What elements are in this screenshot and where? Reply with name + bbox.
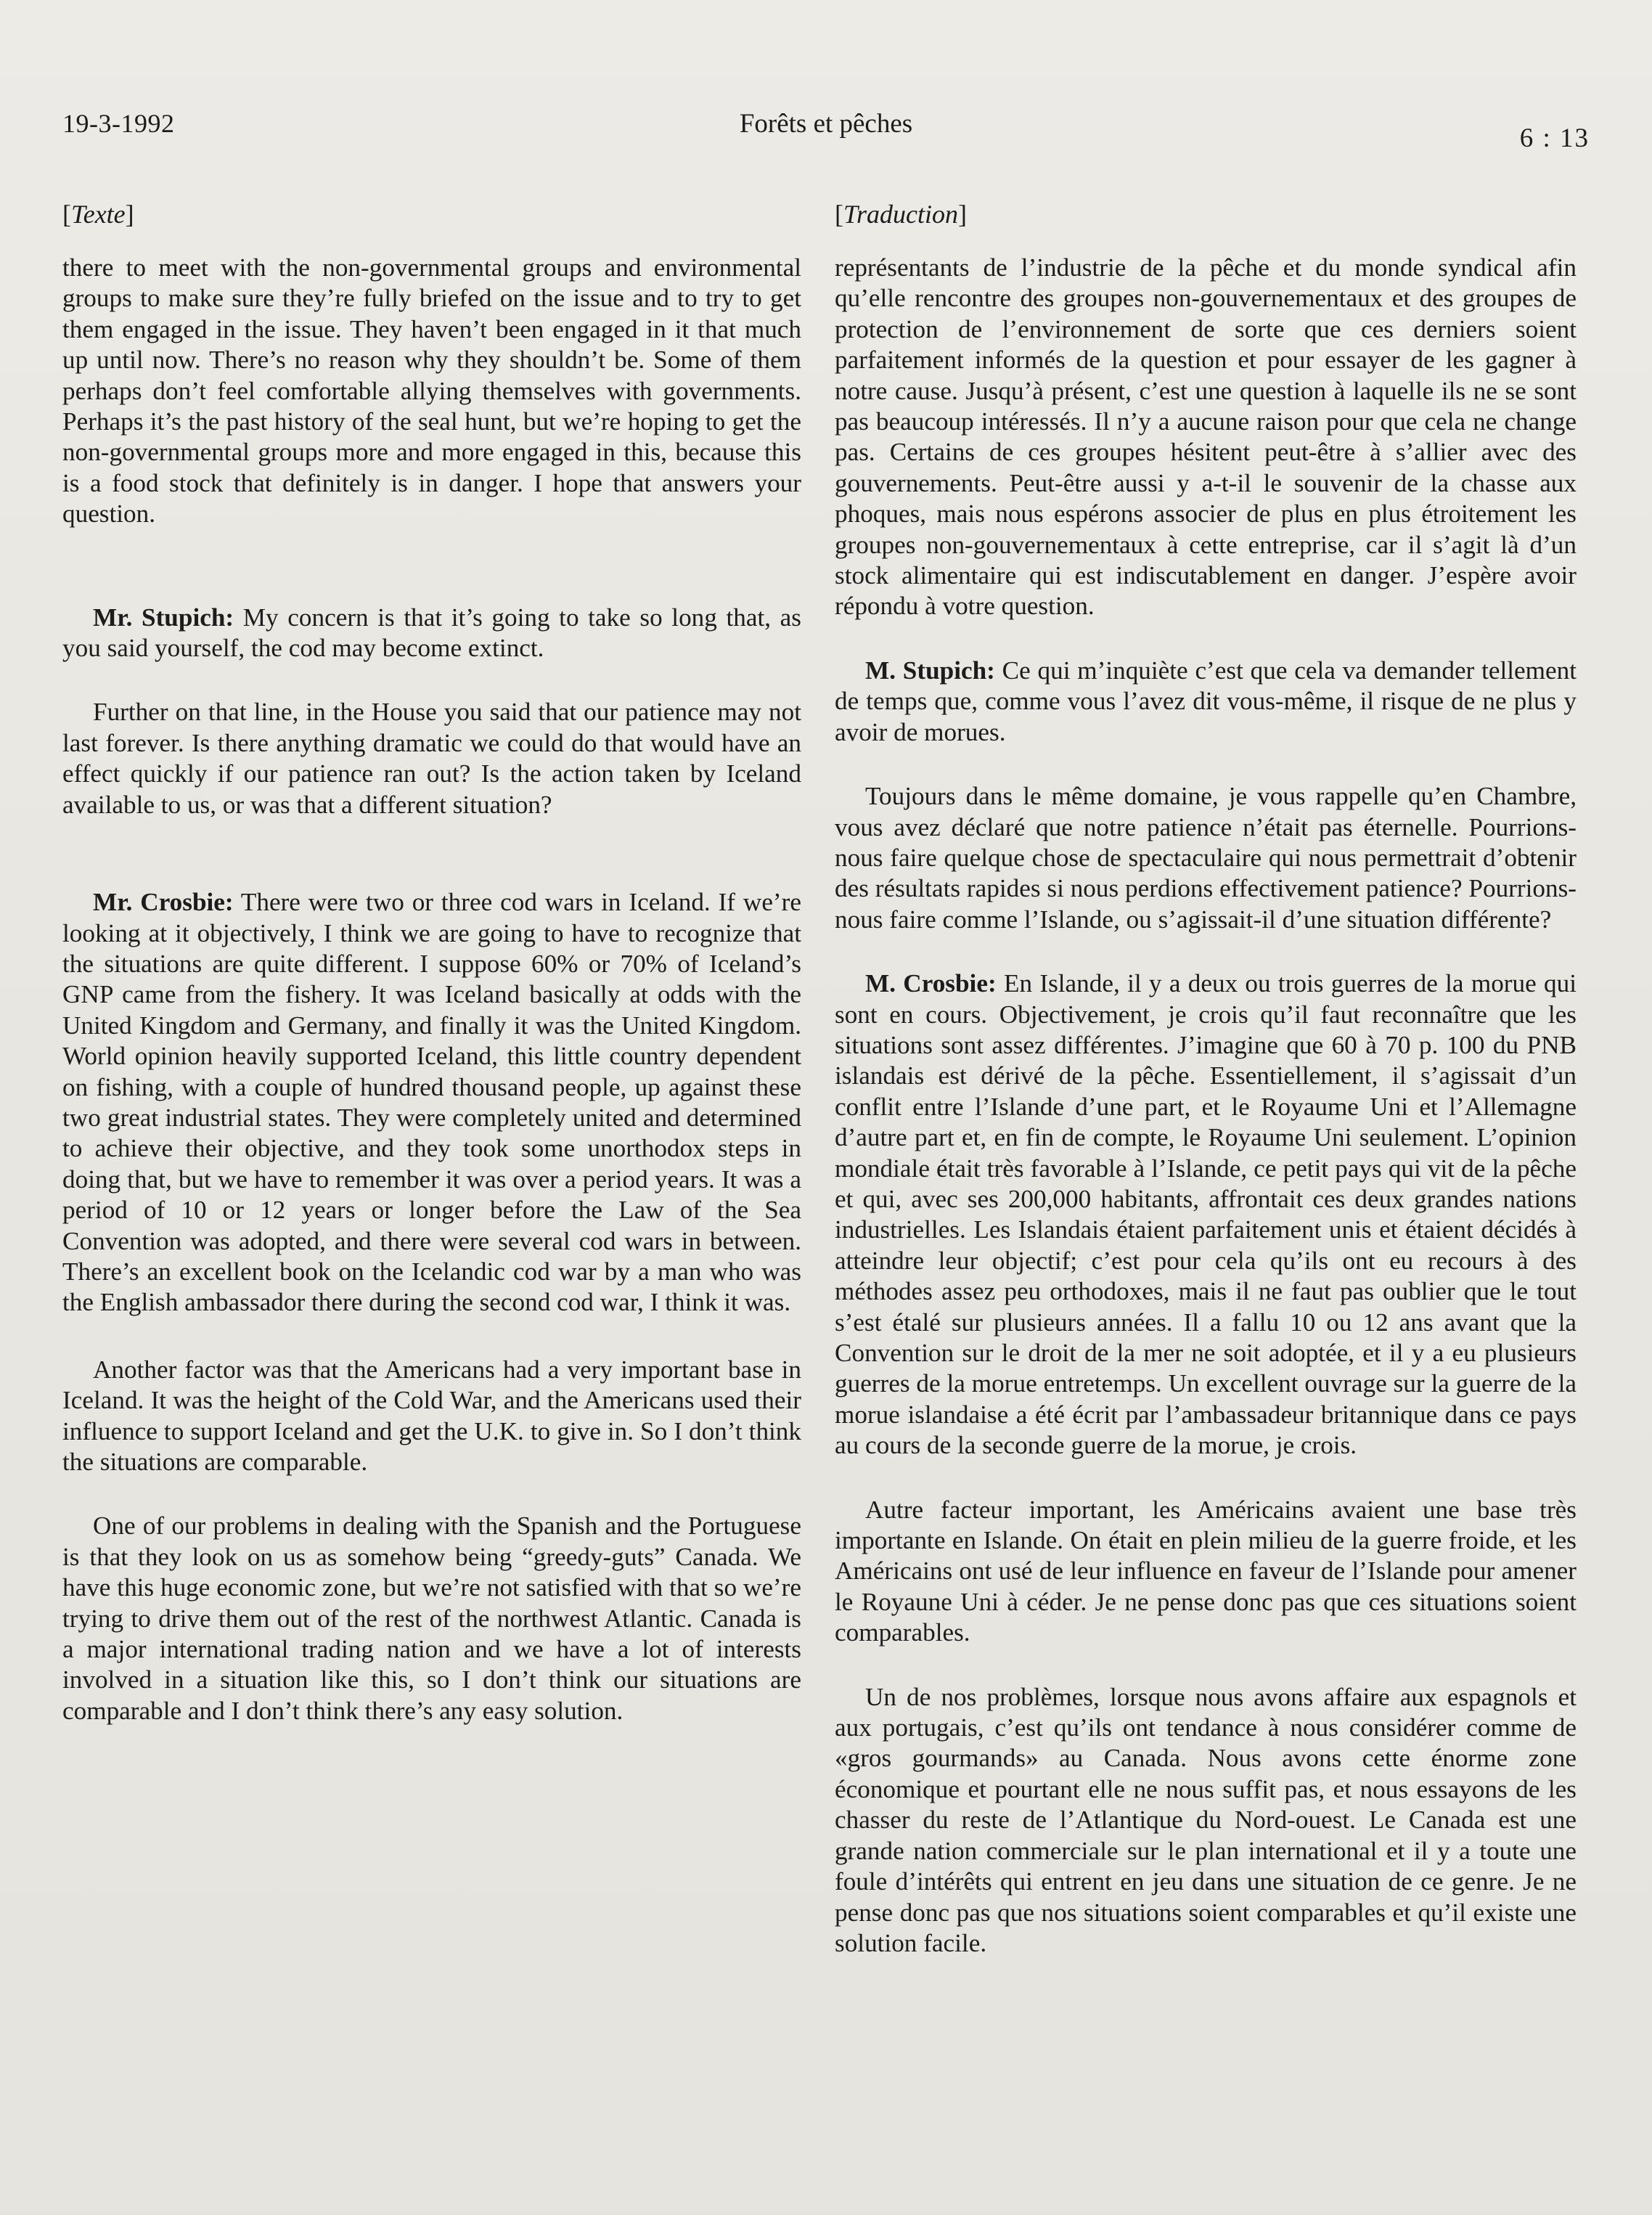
speech-text: My concern is that it’s going to take so long that, as you said yourself, the cod may become extinct. [62,603,801,663]
column-label-text: Traduction [843,200,959,229]
english-column [62,197,801,1726]
header-title: Forêts et pêches [739,109,913,139]
paragraph: représentants de l’industrie de la pêche et du monde syndical afin qu’elle rencontre des groupes non-gouvernementaux et des groupes de protection de l’environnement de sorte que ces derniers soient parfaitement informés de la question et pour essayer de les gagner à notre cause. Jusqu’à présent, c’est une question à laquelle ils ne se sont pas beaucoup intéressés. Il n’y a aucune raison pour que cela ne change pas. Certains de ces groupes hésitent peut-être à s’allier avec des gouvernements. Peut-être aussi y a-t-il le souvenir de la chasse aux phoques, mais nous espérons associer de plus en plus étroitement les groupes non-gouvernementaux à cette entreprise, car il s’agit là d’un stock alimentaire qui est indiscutablement en danger. J’espère avoir répondu à votre question. [835,253,1577,621]
paragraph: Toujours dans le même domaine, je vous rappelle qu’en Chambre, vous avez déclaré que notre patience n’était pas éternelle. Pourrions-nous faire quelque chose de spectaculaire qui nous permettrait d’obtenir des résultats rapides si nous perdions effectivement patience? Pourrions-nous faire comme l’Islande, ou s’agissait-il d’une situation différente? [835,782,1577,934]
page-header [62,105,1590,156]
paragraph: there to meet with the non-governmental groups and environmental groups to make sure they’re fully briefed on the issue and to try to get them engaged in the issue. They haven’t been engaged in it that much up until now. There’s no reason why they shouldn’t be. Some of them perhaps don’t feel comfortable allying themselves with governments. Perhaps it’s the past history of the seal hunt, but we’re hoping to get the non-governmental groups more and more engaged in this, because this is a food stock that definitely is in danger. I hope that answers your question. [62,253,801,529]
column-label-traduction: [Traduction] [835,200,968,229]
paragraph: Un de nos problèmes, lorsque nous avons affaire aux espagnols et aux portugais, c’est qu’ils ont tendance à nous considérer comme de «gros gourmands» au Canada. Nous avons cette énorme zone économique et pourtant elle ne nous suffit pas, et nous essayons de les chasser du reste de l’Atlantique du Nord-ouest. Le Canada est une grande nation commerciale sur le plan international et il y a toute une foule d’intérêts qui entrent en jeu dans une situation de ce genre. Je ne pense donc pas que nos situations soient comparables et qu’il existe une solution facile. [835,1682,1577,1957]
speech-text: Ce qui m’inquiète c’est que cela va demander tellement de temps que, comme vous l’avez dit vous-même, il risque de ne plus y avoir de morues. [835,656,1577,746]
speaker-name: Mr. Stupich: [93,603,234,632]
paragraph [835,968,1577,1461]
paragraph: Another factor was that the Americans had a very important base in Iceland. It was the height of the Cold War, and the Americans used their influence to support Iceland and get the U.K. to give in. So I don’t think the situations are comparable. [62,1355,801,1476]
column-label-texte: [Texte] [62,200,134,229]
paragraph [835,656,1577,748]
paragraph: One of our problems in dealing with the Spanish and the Portuguese is that they look on us as somehow being “greedy-guts” Canada. We have this huge economic zone, but we’re not satisfied with that so we’re trying to drive them out of the rest of the northwest Atlantic. Canada is a major international trading nation and we have a lot of interests involved in a situation like this, so I don’t think our situations are comparable and I don’t think there’s any easy solution. [62,1512,801,1725]
speech-text: En Islande, il y a deux ou trois guerres de la morue qui sont en cours. Objectivement, je crois qu’il faut reconnaître que les situations sont assez différentes. J’imagine que 60 à 70 p. 100 du PNB islandais est dérivé de la pêche. Essentiellement, il s’agissait d’un conflit entre l’Islande d’une part, et le Royaume Uni et l’Allemagne d’autre part et, en fin de compte, le Royaume Uni seulement. L’opinion mondiale était très favorable à l’Islande, ce petit pays qui vit de la pêche et qui, avec ses 200,000 habitants, affrontait ces deux grandes nations industrielles. Les Islandais étaient parfaitement unis et étaient décidés à atteindre leur objectif; c’est pour cela qu’ils ont eu recours à des méthodes assez peu orthodoxes, mais il ne faut pas oublier que le tout s’est étalé sur plusieurs années. Il a fallu 10 ou 12 ans avant que la Convention sur le droit de la mer ne soit adoptée, et il y a eu plusieurs guerres de la morue entretemps. Un excellent ouvrage sur la guerre de la morue islandaise a été écrit par l’ambassadeur britannique dans ce pays au cours de la seconde guerre de la morue, je crois. [835,969,1577,1460]
paragraph: Autre facteur important, les Américains avaient une base très importante en Islande. On était en plein milieu de la guerre froide, et les Américains ont usé de leur influence en faveur de l’Islande pour amener le Royaune Uni à céder. Je ne pense donc pas que ces situations soient comparables. [835,1495,1577,1647]
header-page-number: 6 : 13 [1519,123,1590,153]
speaker-name: M. Crosbie: [865,969,997,998]
paragraph [62,887,801,1318]
speech-text: There were two or three cod wars in Iceland. If we’re looking at it objectively, I think we are going to have to recognize that the situations are quite different. I suppose 60% or 70% of Iceland’s GNP came from the fishery. It was Iceland basically at odds with the United Kingdom and Germany, and finally it was the United Kingdom. World opinion heavily supported Iceland, this little country dependent on fishing, with a couple of hundred thousand people, up against these two great industrial states. They were completely united and determined to achieve their objective, and they took some unorthodox steps in doing that, but we have to remember it was over a period years. It was a period of 10 or 12 years or longer before the Law of the Sea Convention was adopted, and there were several cod wars in between. There’s an excellent book on the Icelandic cod war by a man who was the English ambassador there during the second cod war, I think it was. [62,888,801,1317]
paragraph: Further on that line, in the House you said that our patience may not last forever. Is there anything dramatic we could do that would have an effect quickly if our patience ran out? Is the action taken by Iceland available to us, or was that a different situation? [62,698,801,819]
header-date: 19-3-1992 [62,109,175,138]
speaker-name: Mr. Crosbie: [93,888,234,917]
french-column [835,197,1577,1959]
speaker-name: M. Stupich: [865,656,995,685]
column-label-text: Texte [71,200,126,229]
paragraph [62,603,801,664]
